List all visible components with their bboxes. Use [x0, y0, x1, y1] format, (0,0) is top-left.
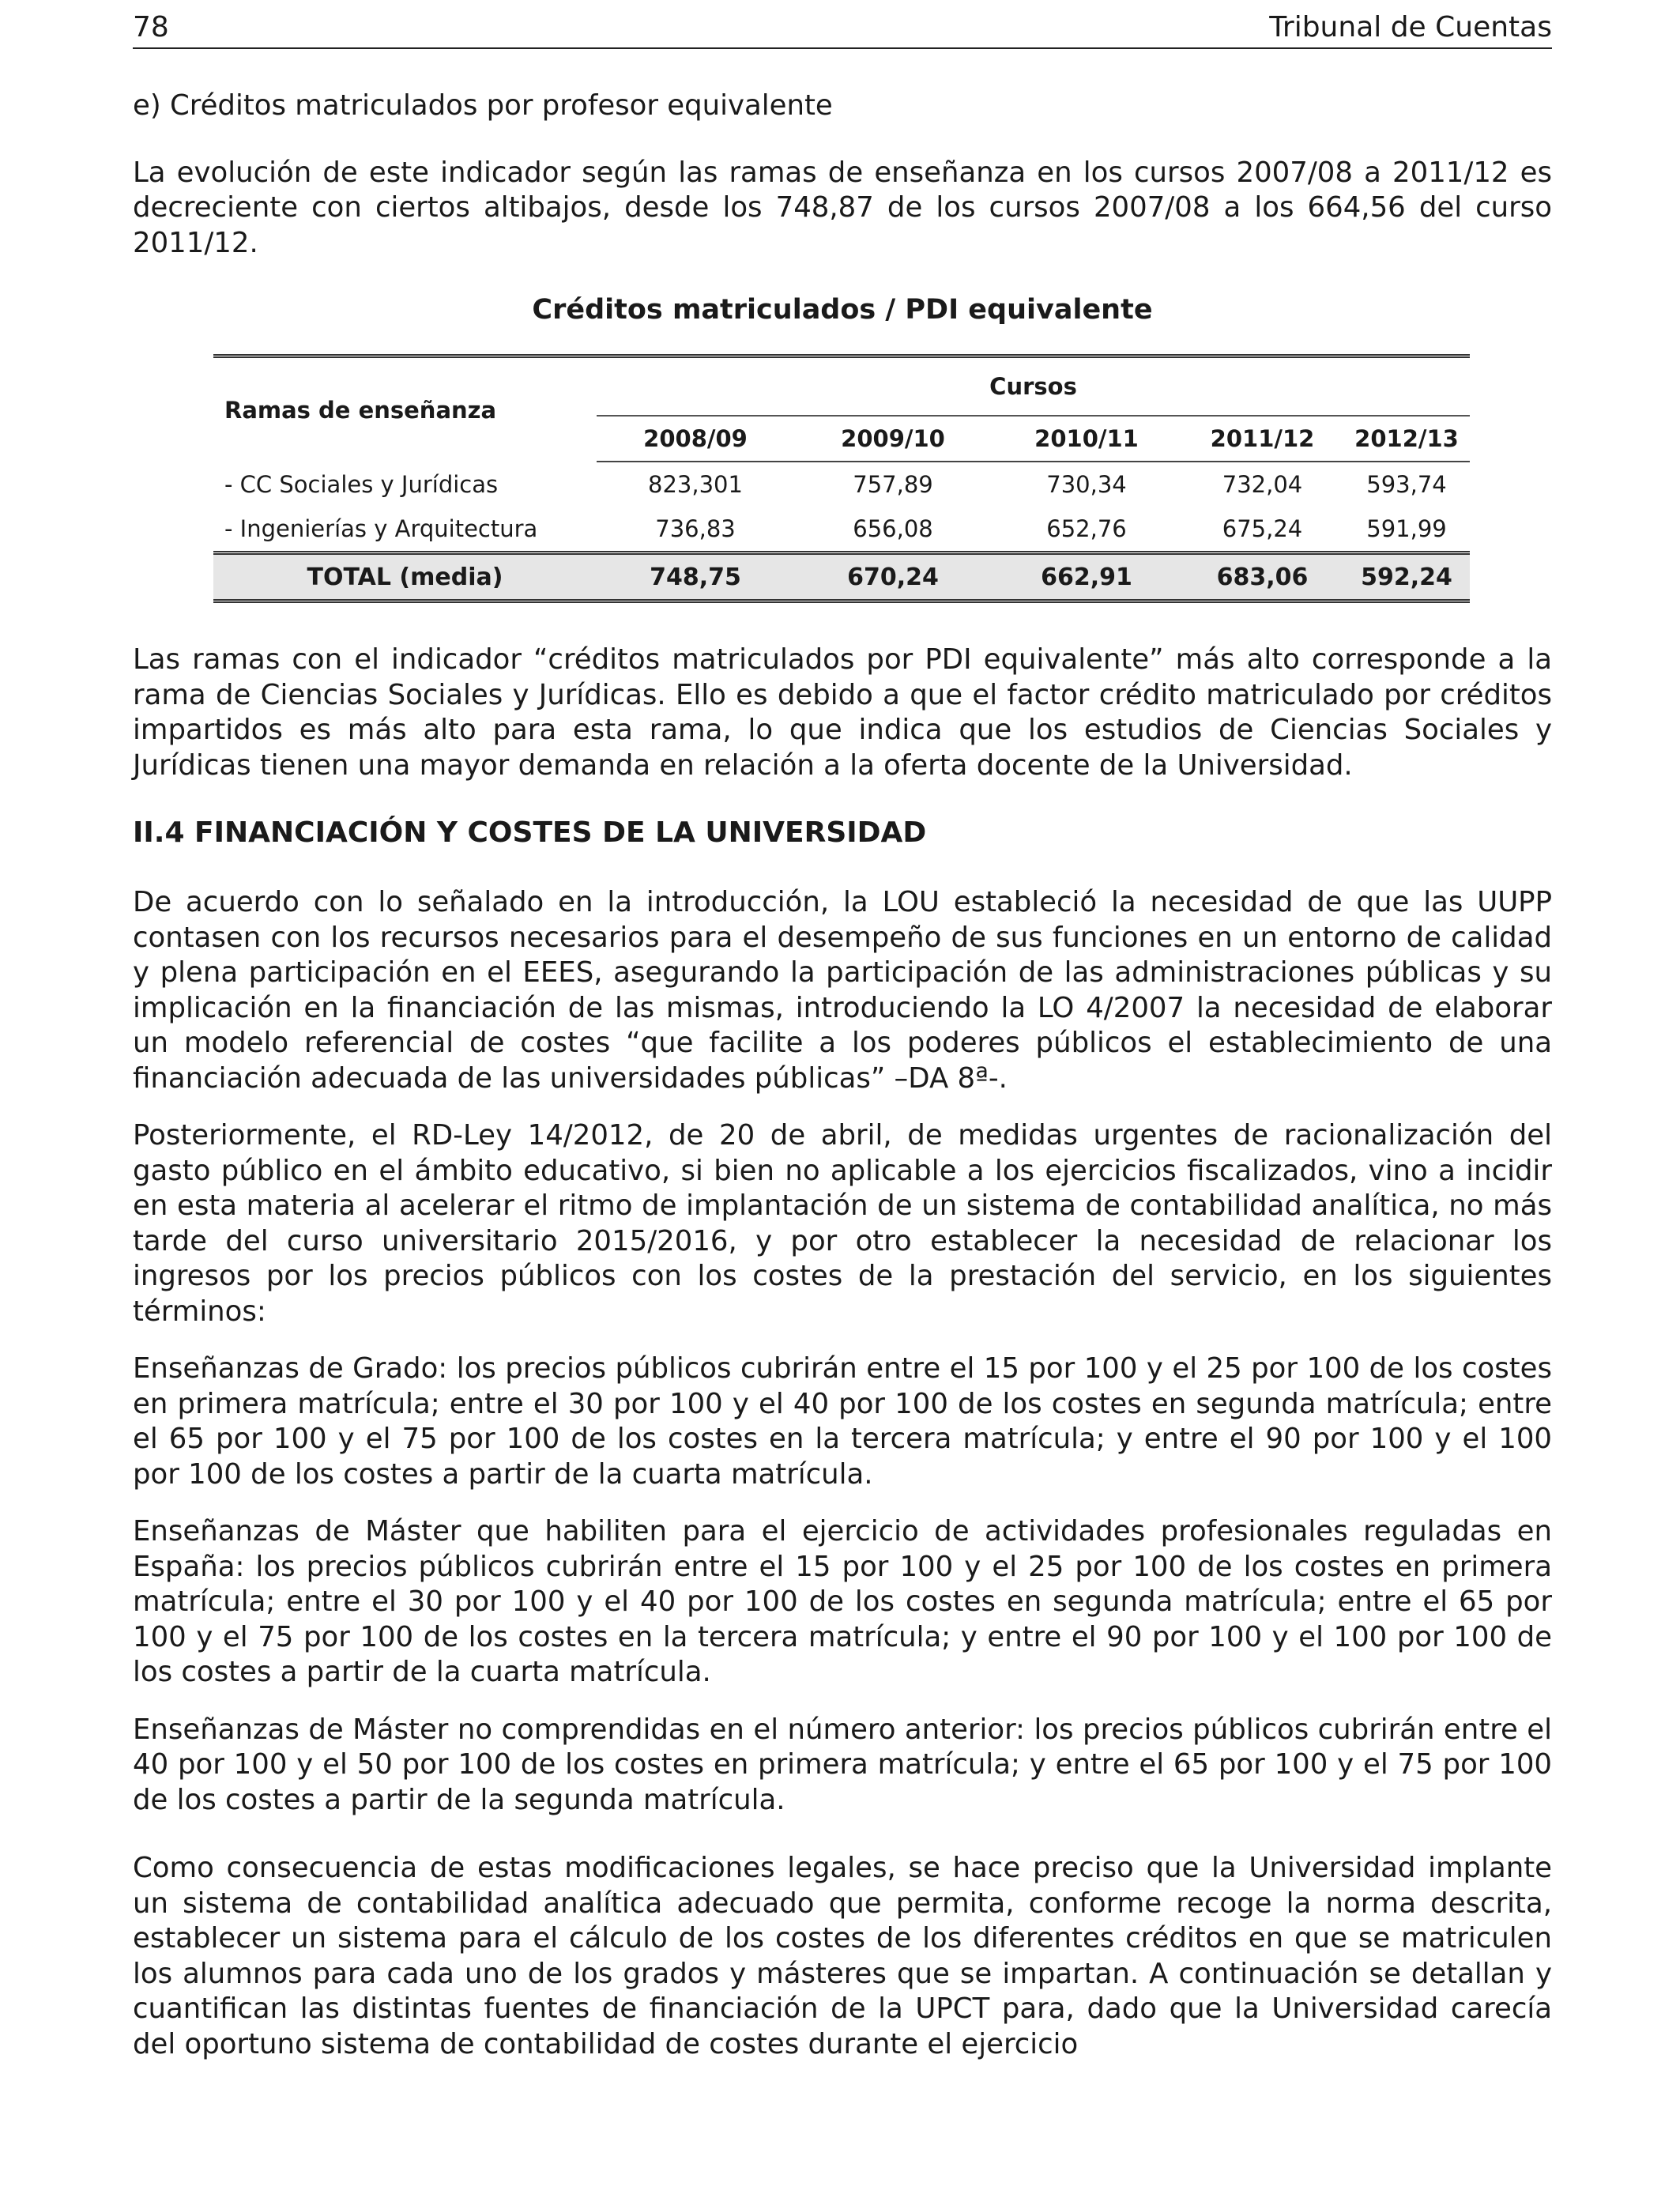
year-header: 2008/09 [597, 416, 794, 462]
table-cell: 730,34 [1046, 471, 1127, 498]
total-cell: 670,24 [794, 553, 992, 601]
table-cell: 732,04 [1222, 471, 1303, 498]
group-header: Cursos [597, 356, 1470, 417]
table-cell: 591,99 [1366, 515, 1447, 542]
row-label: - Ingenierías y Arquitectura [224, 515, 538, 542]
table-cell: 823,301 [648, 471, 743, 498]
year-header: 2009/10 [794, 416, 992, 462]
credits-table [213, 354, 1470, 603]
body-paragraph: Enseñanzas de Máster no comprendidas en el número anterior: los precios públicos cubrirán entre el 40 por 100 y el 50 por 100 de los costes en primera matrícula; y entre el 65 por 100 y el 75 por 100 de los costes a partir de la segunda matrícula. [133, 1713, 1552, 1816]
page-number: 78 [133, 11, 169, 43]
year-header: 2010/11 [992, 416, 1181, 462]
intro-paragraph: La evolución de este indicador según las ramas de enseñanza en los cursos 2007/08 a 2011/12 es decreciente con ciertos altibajos, desde los 748,87 de los cursos 2007/08 a los 664,56 del curso 2011/12. [133, 156, 1552, 259]
row-header: Ramas de enseñanza [213, 356, 597, 462]
table-cell: 593,74 [1366, 471, 1447, 498]
page-header [133, 6, 1552, 49]
year-header: 2011/12 [1181, 416, 1343, 462]
table-cell: 757,89 [853, 471, 933, 498]
header-publisher: Tribunal de Cuentas [1269, 11, 1552, 43]
body-paragraph: Enseñanzas de Grado: los precios públicos cubrirán entre el 15 por 100 y el 25 por 100 de los costes en primera matrícula; entre el 30 por 100 y el 40 por 100 de los costes en segunda matrícula; entre el 65 por 100 y el 75 por 100 de los costes en la tercera matrícula; y entre el 90 por 100 y el 100 por 100 de los costes a partir de la cuarta matrícula. [133, 1352, 1552, 1491]
body-paragraph: Como consecuencia de estas modificaciones legales, se hace preciso que la Universidad implante un sistema de contabilidad analítica adecuado que permita, conforme recoge la norma descrita, establecer un sistema para el cálculo de los costes de los diferentes créditos en que se matriculen los alumnos para cada uno de los grados y másteres que se impartan. A continuación se detallan y cuantifican las distintas fuentes de financiación de la UPCT para, dado que la Universidad carecía del oportuno sistema de contabilidad de costes durante el ejercicio [133, 1852, 1552, 2060]
table-row [213, 462, 1470, 507]
total-row [213, 553, 1470, 601]
total-cell: 592,24 [1343, 553, 1470, 601]
analysis-paragraph: Las ramas con el indicador “créditos matriculados por PDI equivalente” más alto corresponde a la rama de Ciencias Sociales y Jurídicas. Ello es debido a que el factor crédito matriculado por créditos impartidos es más alto para esta rama, lo que indica que los estudios de Ciencias Sociales y Jurídicas tienen una mayor demanda en relación a la oferta docente de la Universidad. [133, 643, 1552, 782]
table-cell: 652,76 [1046, 515, 1127, 542]
table-cell: 675,24 [1222, 515, 1303, 542]
page-content [133, 89, 1552, 2062]
body-paragraph: Enseñanzas de Máster que habiliten para el ejercicio de actividades profesionales reguladas en España: los precios públicos cubrirán entre el 15 por 100 y el 25 por 100 de los costes en primera matrícula; entre el 30 por 100 y el 40 por 100 de los costes en segunda matrícula; entre el 65 por 100 y el 75 por 100 de los costes en la tercera matrícula; y entre el 90 por 100 y el 100 por 100 de los costes a partir de la cuarta matrícula. [133, 1515, 1552, 1688]
year-header: 2012/13 [1343, 416, 1470, 462]
body-paragraph: De acuerdo con lo señalado en la introducción, la LOU estableció la necesidad de que las UUPP contasen con los recursos necesarios para el desempeño de sus funciones en un entorno de calidad y plena participación en el EEES, asegurando la participación de las administraciones públicas y su implicación en la financiación de las mismas, introduciendo la LO 4/2007 la necesidad de elaborar un modelo referencial de costes “que facilite a los poderes públicos el establecimiento de una financiación adecuada de las universidades públicas” –DA 8ª-. [133, 886, 1552, 1095]
table-cell: 656,08 [853, 515, 933, 542]
total-cell: 662,91 [992, 553, 1181, 601]
table-row [213, 507, 1470, 553]
section-heading: II.4 FINANCIACIÓN Y COSTES DE LA UNIVERSIDAD [133, 816, 927, 849]
total-label: TOTAL (media) [213, 553, 597, 601]
total-cell: 683,06 [1181, 553, 1343, 601]
table-cell: 736,83 [655, 515, 736, 542]
body-paragraph: Posteriormente, el RD-Ley 14/2012, de 20 de abril, de medidas urgentes de racionalización del gasto público en el ámbito educativo, si bien no aplicable a los ejercicios fiscalizados, vino a incidir en esta materia al acelerar el ritmo de implantación de un sistema de contabilidad analítica, no más tarde del curso universitario 2015/2016, y por otro establecer la necesidad de relacionar los ingresos por los precios públicos con los costes de la prestación del servicio, en los siguientes términos: [133, 1119, 1552, 1328]
total-cell: 748,75 [597, 553, 794, 601]
table-title: Créditos matriculados / PDI equivalente [532, 294, 1153, 326]
row-label: - CC Sociales y Jurídicas [224, 470, 499, 498]
subsection-title: e) Créditos matriculados por profesor equivalente [133, 89, 833, 122]
